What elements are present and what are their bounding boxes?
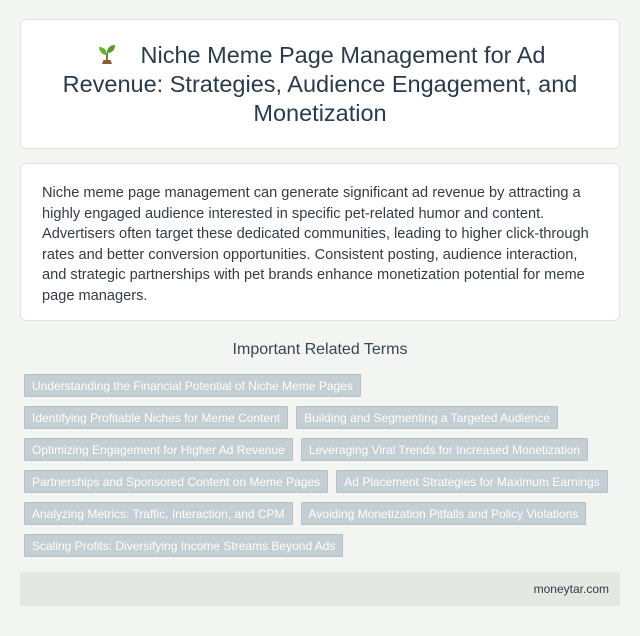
related-term-tag[interactable]: Ad Placement Strategies for Maximum Earnings [336, 470, 607, 493]
related-terms-heading: Important Related Terms [232, 341, 408, 358]
related-term-tag[interactable]: Analyzing Metrics: Traffic, Interaction, and CPM [24, 502, 293, 525]
related-terms-list [24, 374, 624, 557]
related-term-tag[interactable]: Avoiding Monetization Pitfalls and Policy Violations [301, 502, 587, 525]
footer-site-link[interactable]: moneytar.com [533, 582, 609, 596]
title-card [20, 19, 620, 149]
footer [20, 572, 620, 606]
related-term-tag[interactable]: Understanding the Financial Potential of Niche Meme Pages [24, 374, 361, 397]
page-title-text: Niche Meme Page Management for Ad Revenue: Strategies, Audience Engagement, and Monetization [62, 41, 578, 126]
related-term-tag[interactable]: Optimizing Engagement for Higher Ad Revenue [24, 438, 293, 461]
related-term-tag[interactable]: Building and Segmenting a Targeted Audience [296, 406, 558, 429]
page-title [51, 41, 589, 128]
related-term-tag[interactable]: Scaling Profits: Diversifying Income Streams Beyond Ads [24, 534, 343, 557]
related-term-tag[interactable]: Partnerships and Sponsored Content on Meme Pages [24, 470, 328, 493]
related-term-tag[interactable]: Leveraging Viral Trends for Increased Monetization [301, 438, 588, 461]
related-term-tag[interactable]: Identifying Profitable Niches for Meme Content [24, 406, 288, 429]
summary-text: Niche meme page management can generate significant ad revenue by attracting a highly engaged audience interested in specific pet-related humor and content. Advertisers often target these dedicated communities, leading to higher click-through rates and better conversion opportunities. Consistent posting, audience interaction, and strategic partnerships with pet brands enhance monetization potential for meme page managers. [42, 185, 589, 304]
summary-card [20, 163, 620, 321]
sprout-icon [95, 42, 119, 66]
